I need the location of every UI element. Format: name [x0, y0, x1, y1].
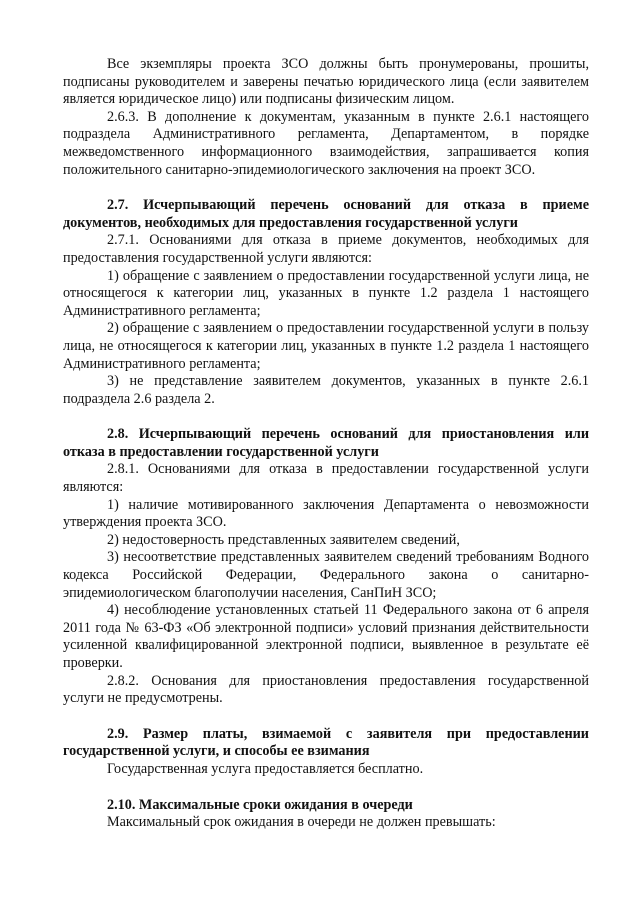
- section-gap: [63, 779, 589, 797]
- paragraph-2-8-2: 2.8.2. Основания для приостановления предоставления государственной услуги не предусмотрены.: [63, 672, 589, 707]
- section-gap: [63, 408, 589, 426]
- paragraph-2-9: Государственная услуга предоставляется бесплатно.: [107, 760, 424, 777]
- document-page: [63, 56, 589, 832]
- heading-2-9: 2.9. Размер платы, взимаемой с заявителя при предоставлении государственной услуги, и способы ее взимания: [63, 725, 589, 760]
- paragraph-intro-copies: Все экземпляры проекта ЗСО должны быть пронумерованы, прошиты, подписаны руководителем и заверены печатью юридического лица (если заявителем является юридическое лицо) или подписаны физическим лицом.: [63, 56, 589, 108]
- paragraph-2-6-3: 2.6.3. В дополнение к документам, указанным в пункте 2.6.1 настоящего подраздела Административного регламента, Департаментом, в порядке межведомственного информационного взаимодействия, запрашивается копия положительного санитарно-эпидемиологического заключения на проект ЗСО.: [63, 108, 589, 178]
- list-item-2-7-1: 1) обращение с заявлением о предоставлении государственной услуги лица, не относящегося к категории лиц, указанных в пункте 1.2 раздела 1 настоящего Административного регламента;: [63, 267, 589, 319]
- heading-2-7: 2.7. Исчерпывающий перечень оснований для отказа в приеме документов, необходимых для предоставления государственной услуги: [63, 197, 589, 231]
- heading-2-10: 2.10. Максимальные сроки ожидания в очереди: [107, 796, 413, 813]
- section-gap: [63, 708, 589, 726]
- heading-2-8: 2.8. Исчерпывающий перечень оснований для приостановления или отказа в предоставлении государственной услуги: [63, 426, 589, 460]
- paragraph-2-10: Максимальный срок ожидания в очереди не должен превышать:: [107, 814, 496, 831]
- paragraph-2-8-1: 2.8.1. Основаниями для отказа в предоставлении государственной услуги являются:: [63, 461, 589, 496]
- list-item-2-7-3: 3) не представление заявителем документов, указанных в пункте 2.6.1 подраздела 2.6 раздела 2.: [63, 373, 589, 407]
- list-item-2-7-2: 2) обращение с заявлением о предоставлении государственной услуги в пользу лица, не относящегося к категории лиц, указанных в пункте 1.2 раздела 1 настоящего Административного регламента;: [63, 320, 589, 372]
- list-item-2-8-4: 4) несоблюдение установленных статьей 11 Федерального закона от 6 апреля 2011 года № 63-ФЗ «Об электронной подписи» условий признания действительности усиленной квалифицированной электронной подписи, выявленное в результате её проверки.: [63, 602, 589, 671]
- list-item-2-8-3: 3) несоответствие представленных заявителем сведений требованиям Водного кодекса Российской Федерации, Федерального закона о санитарно-эпидемиологическом благополучии населения, СанПиН ЗСО;: [63, 549, 589, 601]
- section-gap: [63, 179, 589, 197]
- list-item-2-8-1: 1) наличие мотивированного заключения Департамента о невозможности утверждения проекта ЗСО.: [63, 496, 589, 531]
- list-item-2-8-2: 2) недостоверность представленных заявителем сведений,: [107, 531, 460, 548]
- paragraph-2-7-1: 2.7.1. Основаниями для отказа в приеме документов, необходимых для предоставления государственной услуги являются:: [63, 232, 589, 266]
